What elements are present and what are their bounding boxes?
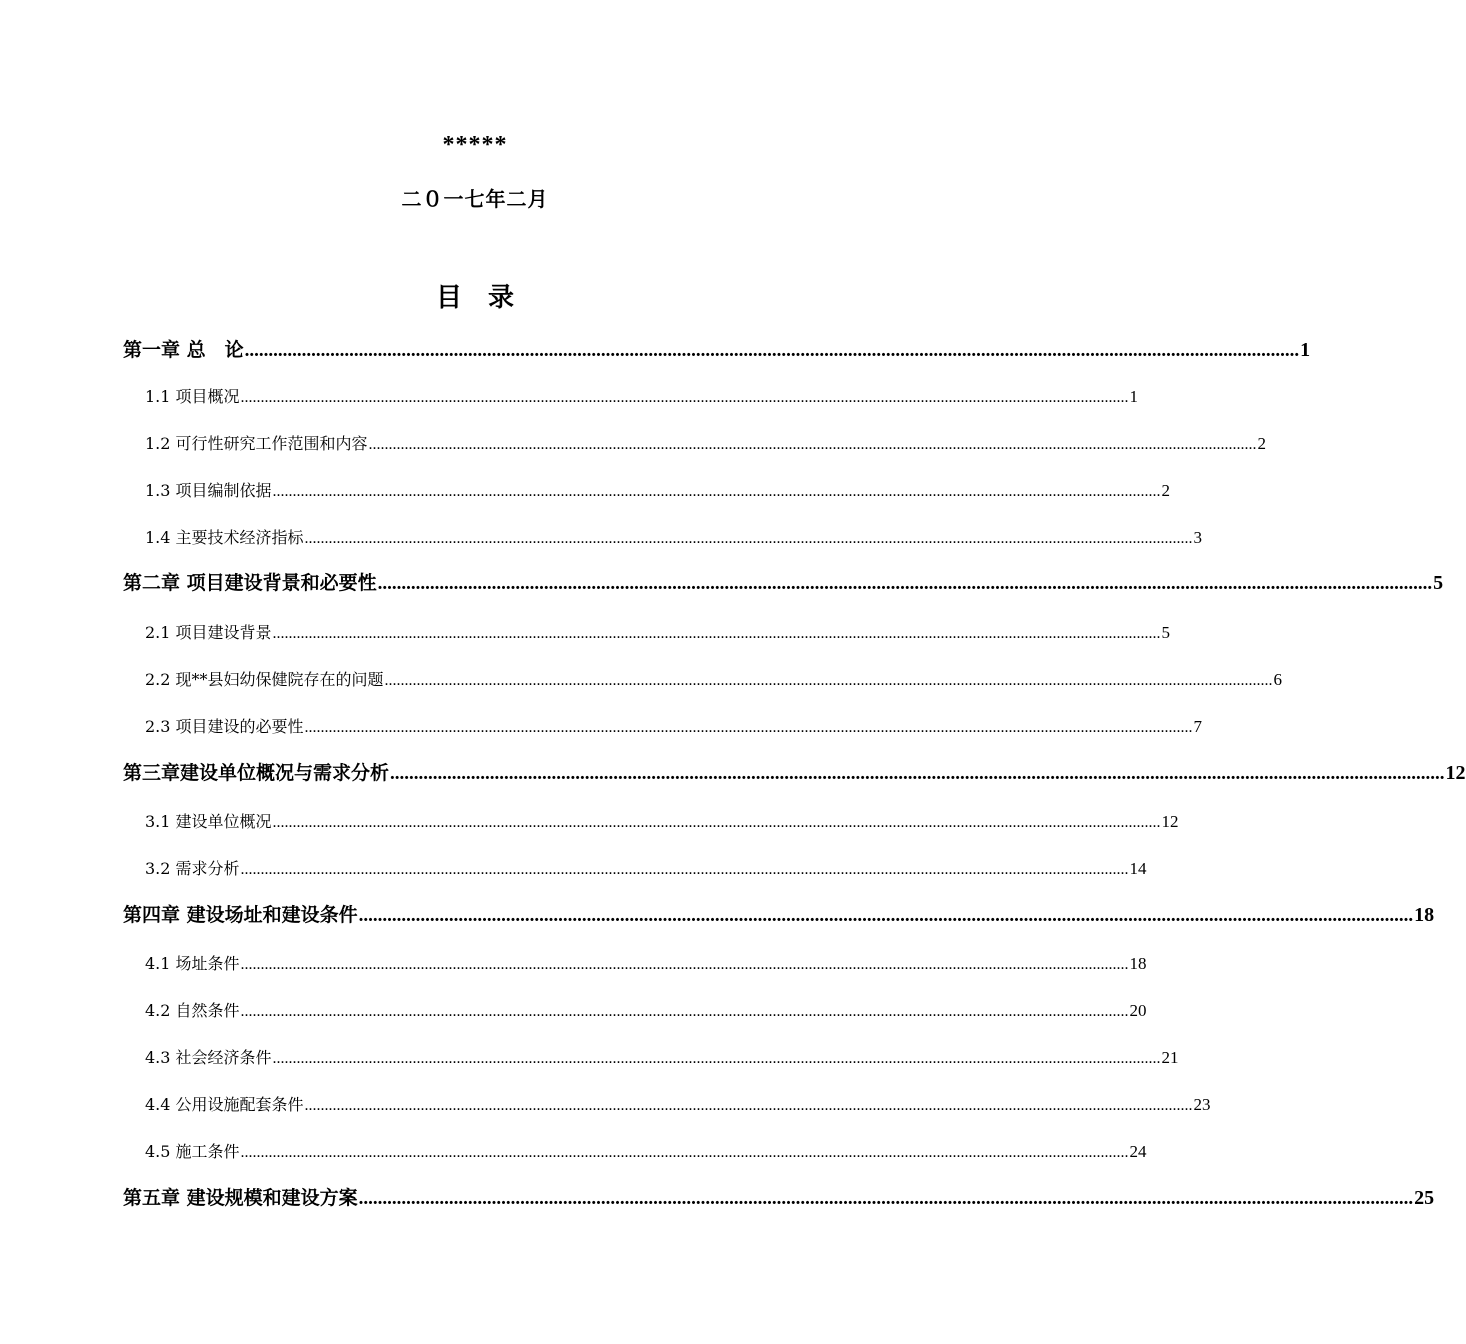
toc-leader-dots: ..............................................................................................................................................................................................................................: [377, 573, 1433, 594]
toc-entry-label: 4.4 公用设施配套条件: [145, 1095, 304, 1114]
cover-date: 二０一七年二月: [401, 187, 549, 211]
toc-leader-dots: ..............................................................................................................................................................................................................................: [272, 625, 1161, 642]
toc-section-2-3[interactable]: [145, 713, 1203, 737]
toc-page-number: 18: [1414, 904, 1435, 926]
toc-page-number: 5: [1433, 572, 1444, 594]
toc-section-4-2[interactable]: [145, 997, 1147, 1021]
toc-leader-dots: ..............................................................................................................................................................................................................................: [390, 763, 1445, 784]
toc-page-number: 3: [1193, 528, 1203, 547]
toc-entry-label: 1.2 可行性研究工作范围和内容: [145, 434, 368, 453]
toc-section-1-1[interactable]: [145, 383, 1139, 407]
toc-section-4-5[interactable]: [145, 1138, 1147, 1162]
toc-leader-dots: ..............................................................................................................................................................................................................................: [240, 861, 1129, 878]
toc-leader-dots: ..............................................................................................................................................................................................................................: [240, 956, 1129, 973]
toc-leader-dots: ..............................................................................................................................................................................................................................: [272, 483, 1161, 500]
toc-section-3-2[interactable]: [145, 855, 1147, 879]
toc-chapter-3[interactable]: [123, 757, 1466, 785]
toc-leader-dots: ..............................................................................................................................................................................................................................: [304, 719, 1193, 736]
toc-page-number: 23: [1193, 1095, 1211, 1114]
toc-entry-label: 2.1 项目建设背景: [145, 623, 272, 642]
toc-title: 目 录: [435, 283, 514, 313]
toc-entry-label: 2.3 项目建设的必要性: [145, 717, 304, 736]
toc-chapter-1[interactable]: [123, 334, 1311, 362]
toc-entry-label: 4.2 自然条件: [145, 1001, 240, 1020]
toc-page-number: 6: [1273, 670, 1283, 689]
toc-entry-label: 2.2 现**县妇幼保健院存在的问题: [145, 670, 384, 689]
toc-page-number: 12: [1161, 812, 1179, 831]
toc-section-4-1[interactable]: [145, 950, 1147, 974]
toc-entry-label: 第三章建设单位概况与需求分析: [123, 762, 390, 784]
toc-page-number: 20: [1129, 1001, 1147, 1020]
toc-section-1-4[interactable]: [145, 524, 1203, 548]
toc-section-4-3[interactable]: [145, 1044, 1179, 1068]
toc-entry-label: 3.2 需求分析: [145, 859, 240, 878]
toc-page-number: 12: [1445, 762, 1466, 784]
toc-page-number: 2: [1257, 434, 1267, 453]
toc-entry-label: 1.4 主要技术经济指标: [145, 528, 304, 547]
toc-entry-label: 第四章 建设场址和建设条件: [123, 904, 358, 926]
toc-leader-dots: ..............................................................................................................................................................................................................................: [384, 672, 1273, 689]
toc-leader-dots: ..............................................................................................................................................................................................................................: [240, 389, 1129, 406]
toc-chapter-4[interactable]: [123, 899, 1435, 927]
toc-leader-dots: ..............................................................................................................................................................................................................................: [358, 1188, 1414, 1209]
toc-page-number: 2: [1161, 481, 1171, 500]
toc-leader-dots: ..............................................................................................................................................................................................................................: [244, 340, 1300, 361]
cover-stars: *****: [442, 132, 508, 158]
toc-entry-label: 1.1 项目概况: [145, 387, 240, 406]
toc-section-2-1[interactable]: [145, 619, 1171, 643]
toc-entry-label: 3.1 建设单位概况: [145, 812, 272, 831]
toc-entry-label: 4.3 社会经济条件: [145, 1048, 272, 1067]
toc-section-4-4[interactable]: [145, 1091, 1211, 1115]
toc-section-2-2[interactable]: [145, 666, 1283, 690]
toc-entry-label: 1.3 项目编制依据: [145, 481, 272, 500]
toc-page-number: 25: [1414, 1187, 1435, 1209]
toc-section-1-3[interactable]: [145, 477, 1171, 501]
toc-entry-label: 第二章 项目建设背景和必要性: [123, 572, 377, 594]
toc-page-number: 24: [1129, 1142, 1147, 1161]
toc-leader-dots: ..............................................................................................................................................................................................................................: [240, 1003, 1129, 1020]
toc-chapter-5[interactable]: [123, 1182, 1435, 1210]
toc-page-number: 18: [1129, 954, 1147, 973]
toc-entry-label: 第五章 建设规模和建设方案: [123, 1187, 358, 1209]
toc-page-number: 1: [1300, 339, 1311, 361]
toc-page-number: 7: [1193, 717, 1203, 736]
toc-entry-label: 第一章 总 论: [123, 339, 244, 361]
toc-entry-label: 4.1 场址条件: [145, 954, 240, 973]
toc-leader-dots: ..............................................................................................................................................................................................................................: [304, 530, 1193, 547]
toc-page-number: 21: [1161, 1048, 1179, 1067]
toc-leader-dots: ..............................................................................................................................................................................................................................: [304, 1097, 1193, 1114]
toc-entry-label: 4.5 施工条件: [145, 1142, 240, 1161]
toc-leader-dots: ..............................................................................................................................................................................................................................: [358, 905, 1414, 926]
toc-leader-dots: ..............................................................................................................................................................................................................................: [368, 436, 1257, 453]
toc-chapter-2[interactable]: [123, 567, 1444, 595]
toc-section-1-2[interactable]: [145, 430, 1267, 454]
toc-leader-dots: ..............................................................................................................................................................................................................................: [272, 814, 1161, 831]
toc-leader-dots: ..............................................................................................................................................................................................................................: [272, 1050, 1161, 1067]
toc-page-number: 14: [1129, 859, 1147, 878]
toc-leader-dots: ..............................................................................................................................................................................................................................: [240, 1144, 1129, 1161]
toc-section-3-1[interactable]: [145, 808, 1179, 832]
toc-page-number: 5: [1161, 623, 1171, 642]
toc-page-number: 1: [1129, 387, 1139, 406]
